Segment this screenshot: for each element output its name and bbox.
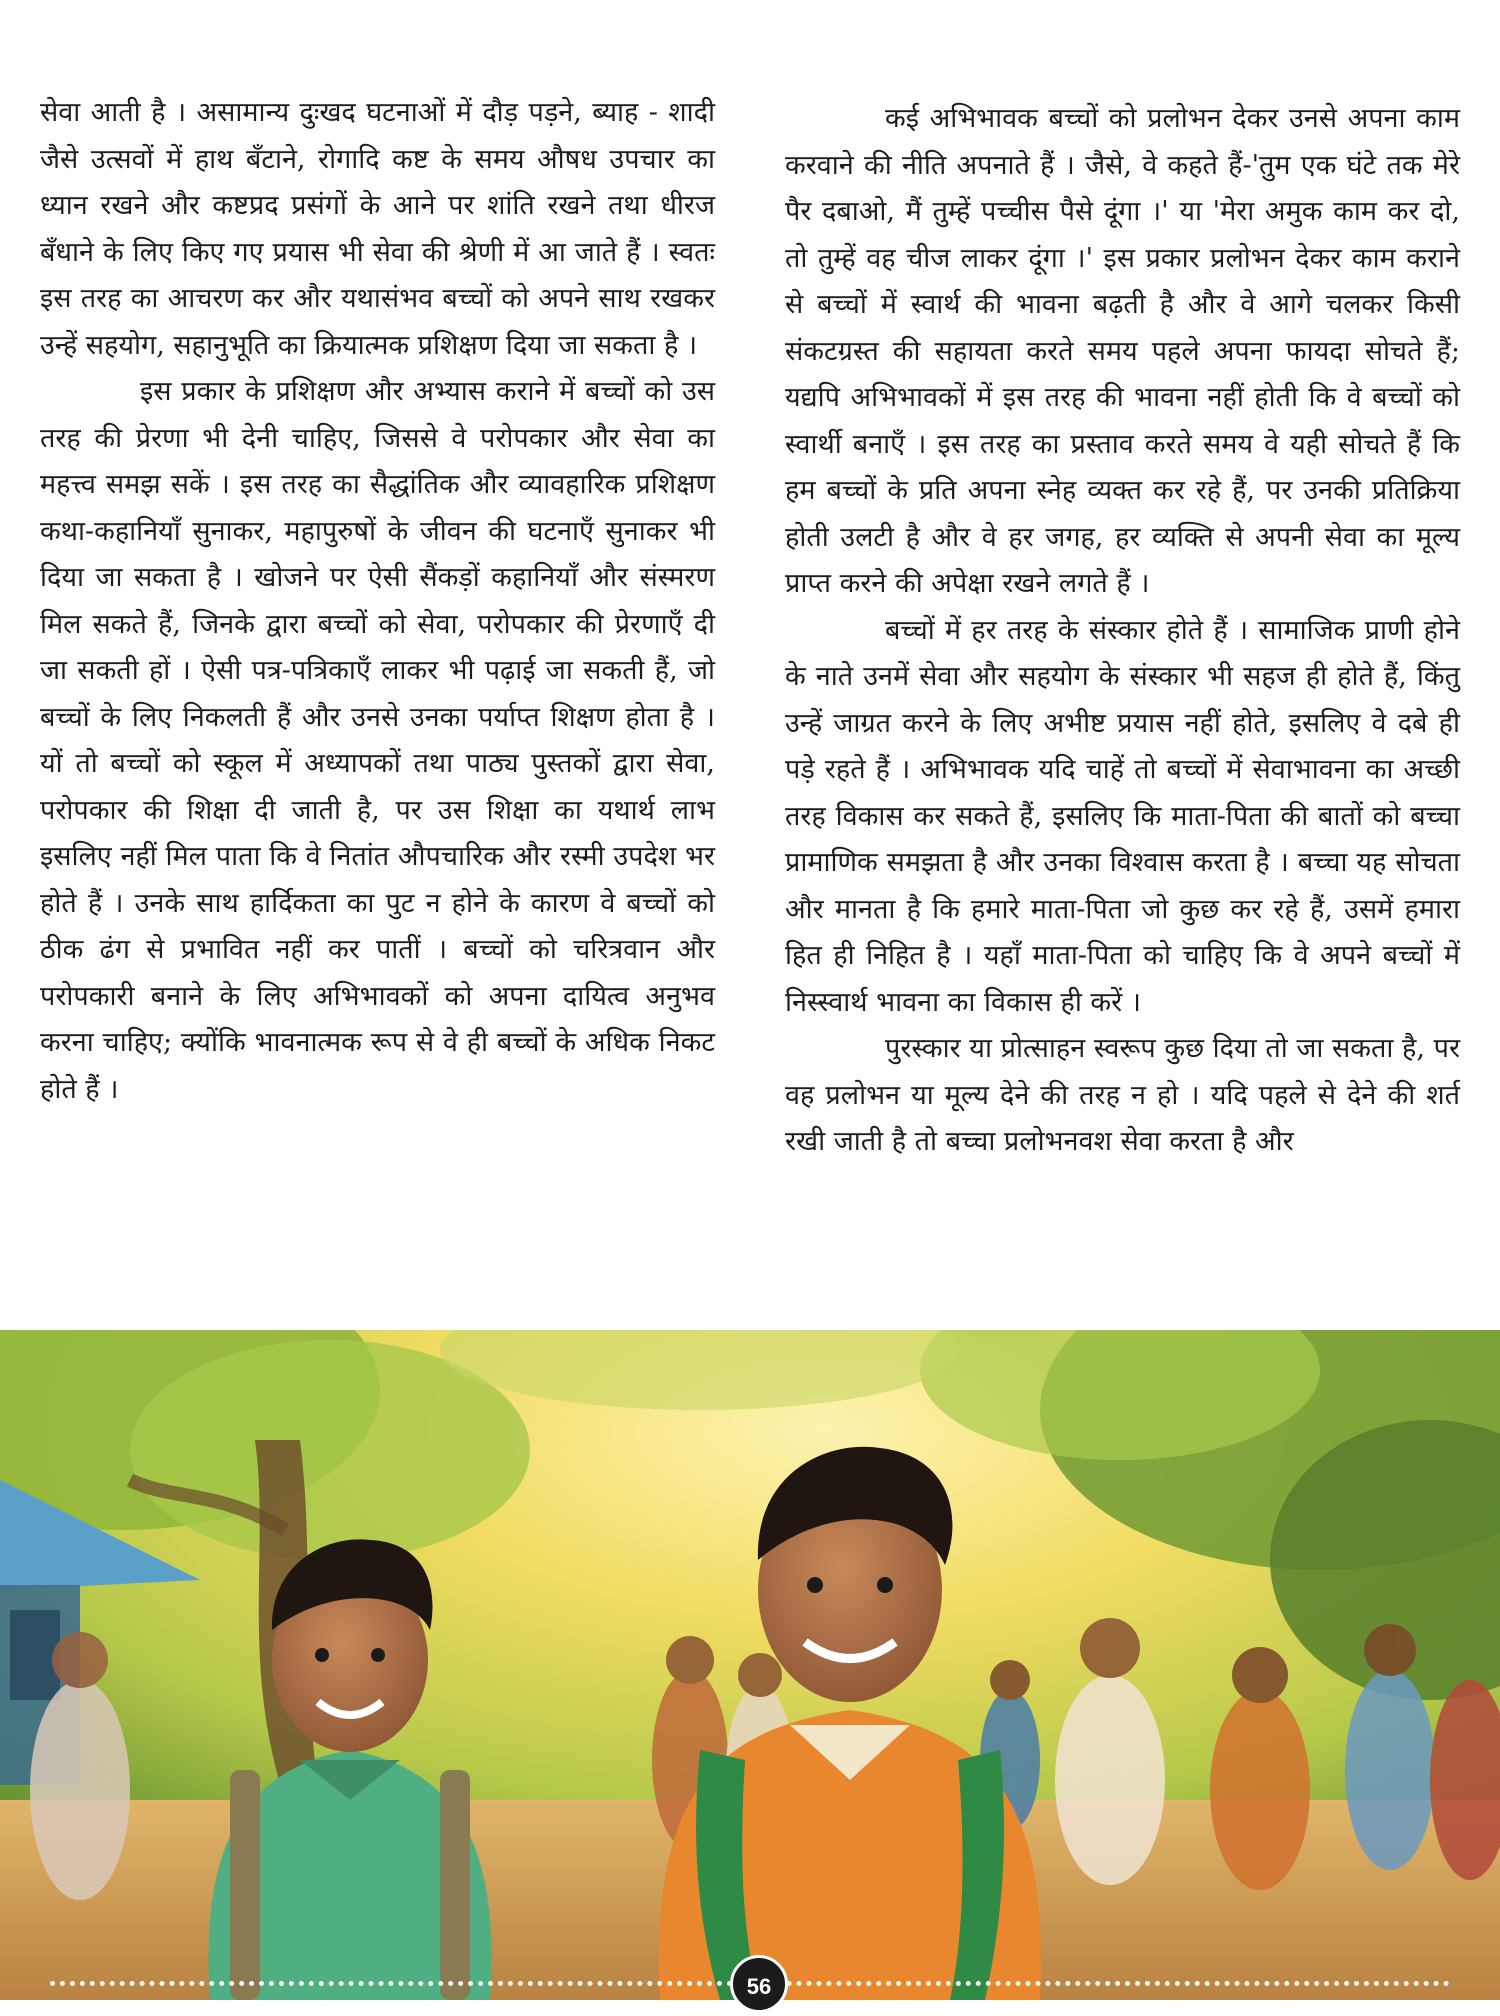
children-walking-illustration (0, 1330, 1500, 2000)
right-paragraph-2: बच्चों में हर तरह के संस्कार होते हैं । सामाजिक प्राणी होने के नाते उनमें सेवा और सहयोग के संस्कार भी सहज ही होते हैं, किंतु उन्हें जाग्रत करने के लिए अभीष्ट प्रयास नहीं होते, इसलिए वे दबे ही पड़े रहते हैं । अभिभावक यदि चाहें तो बच्चों में सेवाभावना का अच्छी तरह विकास कर सकते हैं, इसलिए कि माता-पिता की बातों को बच्चा प्रामाणिक समझता है और उनका विश्वास करता है । बच्चा यह सोचता और मानता है कि हमारे माता-पिता जो कुछ कर रहे हैं, उसमें हमारा हित ही निहित है । यहाँ माता-पिता को चाहिए कि वे अपने बच्चों में निस्स्वार्थ भावना का विकास ही करें । (785, 614, 1460, 1018)
left-paragraph-2: इस प्रकार के प्रशिक्षण और अभ्यास कराने में बच्चों को उस तरह की प्रेरणा भी देनी चाहिए, जिससे वे परोपकार और सेवा का महत्त्व समझ सकें । इस तरह का सैद्धांतिक और व्यावहारिक प्रशिक्षण कथा-कहानियाँ सुनाकर, महापुरुषों के जीवन की घटनाएँ सुनाकर भी दिया जा सकता है । खोजने पर ऐसी सैंकड़ों कहानियाँ और संस्मरण मिल सकते हैं, जिनके द्वारा बच्चों को सेवा, परोपकार की प्रेरणाएँ दी जा सकती हों । ऐसी पत्र-पत्रिकाएँ लाकर भी पढ़ाई जा सकती हैं, जो बच्चों के लिए निकलती हैं और उनसे उनका पर्याप्त शिक्षण होता है । यों तो बच्चों को स्कूल में अध्यापकों तथा पाठ्य पुस्तकों द्वारा सेवा, परोपकार की शिक्षा दी जाती है, पर उस शिक्षा का यथार्थ लाभ इसलिए नहीं मिल पाता कि वे नितांत औपचारिक और रस्मी उपदेश भर होते हैं । उनके साथ हार्दिकता का पुट न होने के कारण वे बच्चों को ठीक ढंग से प्रभावित नहीं कर पातीं । बच्चों को चरित्रवान और परोपकारी बनाने के लिए अभिभावकों को अपना दायित्व अनुभव करना चाहिए; क्योंकि भावनात्मक रूप से वे ही बच्चों के अधिक निकट होते हैं । (40, 376, 715, 1105)
illustration-svg (0, 1330, 1500, 2000)
right-paragraph-1: कई अभिभावक बच्चों को प्रलोभन देकर उनसे अपना काम करवाने की नीति अपनाते हैं । जैसे, वे कहते हैं-'तुम एक घंटे तक मेरे पैर दबाओ, मैं तुम्हें पच्चीस पैसे दूंगा ।' या 'मेरा अमुक काम कर दो, तो तुम्हें वह चीज लाकर दूंगा ।' इस प्रकार प्रलोभन देकर काम कराने से बच्चों में स्वार्थ की भावना बढ़ती है और वे आगे चलकर किसी संकटग्रस्त की सहायता करते समय पहले अपना फायदा सोचते हैं; यद्यपि अभिभावकों में इस तरह की भावना नहीं होती कि वे बच्चों को स्वार्थी बनाएँ । इस तरह का प्रस्ताव करते समय वे यही सोचते हैं कि हम बच्चों के प्रति अपना स्नेह व्यक्त कर रहे हैं, पर उनकी प्रतिक्रिया होती उलटी है और वे हर जगह, हर व्यक्ति से अपनी सेवा का मूल्य प्राप्त करने की अपेक्षा रखने लगते हैं । (785, 103, 1460, 599)
left-paragraph-1: सेवा आती है । असामान्य दुःखद घटनाओं में दौड़ पड़ने, ब्याह - शादी जैसे उत्सवों में हाथ बँटाने, रोगादि कष्ट के समय औषध उपचार का ध्यान रखने और कष्टप्रद प्रसंगों के आने पर शांति रखने तथा धीरज बँधाने के लिए किए गए प्रयास भी सेवा की श्रेणी में आ जाते हैं । स्वतः इस तरह का आचरण कर और यथासंभव बच्चों को अपने साथ रखकर उन्हें सहयोग, सहानुभूति का क्रियात्मक प्रशिक्षण दिया जा सकता है । (40, 97, 715, 361)
left-column (40, 90, 715, 1113)
page-number: 56 (730, 1955, 788, 2013)
right-paragraph-3: पुरस्कार या प्रोत्साहन स्वरूप कुछ दिया तो जा सकता है, पर वह प्रलोभन या मूल्य देने की तरह न हो । यदि पहले से देने की शर्त रखी जाती है तो बच्चा प्रलोभनवश सेवा करता है और (785, 1033, 1460, 1157)
right-column (785, 96, 1460, 1166)
